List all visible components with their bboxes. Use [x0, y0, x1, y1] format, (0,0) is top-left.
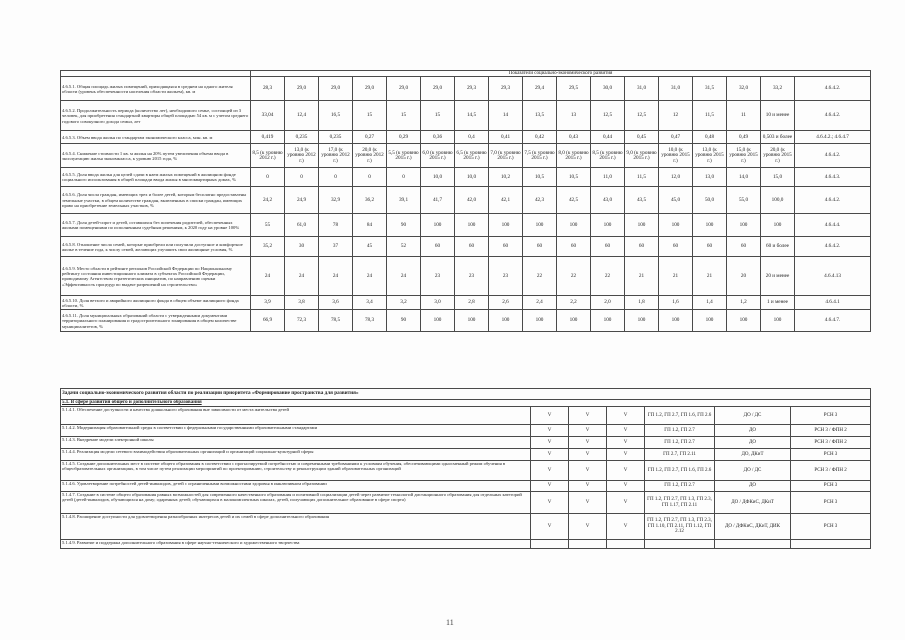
indicator-value: 100 [489, 310, 523, 332]
indicator-value: 29,0 [319, 77, 353, 101]
indicator-value: 0,29 [387, 131, 421, 144]
task-gp [645, 540, 715, 549]
indicator-value: 12,5 [591, 101, 625, 131]
indicator-value: 8,5 (к уровню 2015 г.) [591, 144, 625, 168]
task-gp: ГП 1.2, ГП 2.7, ГП 1.3, ГП 2.3, ГП 1.10, ГП 2.11, ГП 1.12, ГП 2.12 [645, 514, 715, 540]
indicator-value: 55,0 [727, 187, 761, 214]
indicator-code: 4.6.4.7. [795, 310, 871, 332]
indicator-row [61, 77, 871, 101]
indicator-value: 0,235 [285, 131, 319, 144]
indicator-name: 4.6.5.9. Место области в рейтинге регионов Российской Федерации по Национальному рейтингу состояния инвестиционного климата в субъектах Российской Федерации, проводимому Агентством стратегических инициатив, по направлению оценки «Эффективность процедур по выдаче разрешений на строительство» [61, 257, 251, 296]
task-type: ДО [715, 437, 791, 449]
indicator-value: 21 [625, 257, 659, 296]
indicator-value: 100 [523, 310, 557, 332]
indicator-value: 0,36 [421, 131, 455, 144]
indicator-value: 100 [625, 310, 659, 332]
indicator-value: 29,3 [489, 77, 523, 101]
indicator-value: 41,7 [421, 187, 455, 214]
indicator-value: 60 [625, 237, 659, 257]
section-title: Задачи социально-экономического развития области по реализации приоритета «Формирование пространства для развития» [61, 389, 871, 400]
indicator-value: 28,3 [251, 77, 285, 101]
task-resp: РСН 3 [791, 481, 871, 492]
indicator-value: 100 [761, 214, 795, 237]
indicator-value: 1,8 [625, 296, 659, 310]
indicator-code: 4.6.4.2. [795, 237, 871, 257]
indicator-value: 30,0 [591, 77, 625, 101]
indicator-value: 14,0 [727, 168, 761, 187]
indicator-code: 4.6.4.2. [795, 144, 871, 168]
task-type: ДО / ДС [715, 407, 791, 425]
task-v1: V [531, 481, 569, 492]
indicator-value: 39,1 [387, 187, 421, 214]
indicator-value: 2,2 [557, 296, 591, 310]
indicator-row [61, 237, 871, 257]
indicator-row [61, 187, 871, 214]
indicator-value: 0,41 [489, 131, 523, 144]
indicator-value: 5,5 (к уровню 2015 г.) [387, 144, 421, 168]
indicator-value: 13,5 [523, 101, 557, 131]
indicator-value: 0,42 [523, 131, 557, 144]
indicator-value: 15 [353, 101, 387, 131]
indicator-value: 0,48 [693, 131, 727, 144]
indicator-value: 14 [489, 101, 523, 131]
indicator-value: 36,2 [353, 187, 387, 214]
task-name: 5.1.4.2. Модернизация образовательной среды в соответствии с федеральными государственными образовательными стандартами [61, 425, 531, 437]
indicator-value: 23 [489, 257, 523, 296]
indicator-value: 24 [387, 257, 421, 296]
task-resp [791, 540, 871, 549]
indicator-value: 22 [591, 257, 625, 296]
task-v2: V [569, 407, 607, 425]
indicator-value: 30 [285, 237, 319, 257]
task-resp: РСН 3 / ФПН 2 [791, 437, 871, 449]
indicator-value: 31,0 [659, 77, 693, 101]
indicator-value: 29,4 [523, 77, 557, 101]
indicator-value: 29,0 [387, 77, 421, 101]
indicator-value: 60 [727, 237, 761, 257]
task-v1: V [531, 514, 569, 540]
indicator-value: 21 [659, 257, 693, 296]
indicator-value: 100 [591, 214, 625, 237]
indicator-value: 24,9 [285, 187, 319, 214]
task-row [61, 407, 871, 425]
indicator-value: 12,5 [625, 101, 659, 131]
indicator-value: 60 [659, 237, 693, 257]
indicator-value: 6,0 (к уровню 2015 г.) [421, 144, 455, 168]
indicator-value: 29,3 [455, 77, 489, 101]
indicator-name: 4.6.5.7. Доля детей-сирот и детей, оставшихся без попечения родителей, обеспеченных жилыми помещениями по исполненным судебным решениям, к 2020 году на уровне 100% [61, 214, 251, 237]
task-row [61, 540, 871, 549]
indicator-value: 9,0 (к уровню 2015 г.) [625, 144, 659, 168]
indicator-value: 100 [455, 310, 489, 332]
indicator-value: 3,4 [353, 296, 387, 310]
indicator-value: 31,5 [693, 77, 727, 101]
indicator-value: 15,0 (к уровню 2015 г.) [727, 144, 761, 168]
indicator-value: 1,6 [659, 296, 693, 310]
indicator-value: 90 [387, 214, 421, 237]
indicator-value: 0 [319, 168, 353, 187]
indicator-value: 60 [523, 237, 557, 257]
indicator-code: 4.6.4.2. [795, 101, 871, 131]
indicator-value: 100 [761, 310, 795, 332]
indicator-value: 23 [421, 257, 455, 296]
subsection-title: 5.1. В сфере развития общего и дополнительного образования [61, 400, 871, 407]
page-number: 11 [446, 618, 454, 627]
indicator-value: 100 [591, 310, 625, 332]
indicator-value: 20,0 (к уровню 2015 г.) [761, 144, 795, 168]
indicator-value: 0 [387, 168, 421, 187]
indicator-name: 4.6.5.8. Отношение числа семей, которые приобрели или получили доступное и комфортное жилье в течение года, к числу семей, желающих улучшить свои жилищные условия, % [61, 237, 251, 257]
indicator-value: 17,0 (к уровню 2012 г.) [319, 144, 353, 168]
task-v3 [607, 540, 645, 549]
indicator-value: 11 [727, 101, 761, 131]
indicator-name: 4.6.5.5. Доля ввода жилья для целей сдачи в наем жилых помещений в жилищном фонде социального использования в общей площади ввода жилья в многоквартирных домах, % [61, 168, 251, 187]
indicator-value: 15 [421, 101, 455, 131]
indicator-row [61, 131, 871, 144]
indicator-value: 11,5 [625, 168, 659, 187]
indicator-value: 33,2 [761, 77, 795, 101]
indicator-value: 11,0 [591, 168, 625, 187]
indicator-value: 0,47 [659, 131, 693, 144]
indicator-value: 7,0 (к уровню 2015 г.) [489, 144, 523, 168]
indicator-value: 10,5 [523, 168, 557, 187]
indicator-value: 60 [421, 237, 455, 257]
indicator-value: 0,49 [727, 131, 761, 144]
indicator-row [61, 310, 871, 332]
indicator-name: 4.6.5.2. Продолжительность периода (количество лет), необходимого семье, состоящей из 3 человек, для приобретения стандартной квартиры общей площадью 54 кв. м с учетом среднего годового совокупного дохода семьи, лет [61, 101, 251, 131]
indicator-value: 13,0 (к уровню 2012 г.) [285, 144, 319, 168]
indicator-value: 23 [455, 257, 489, 296]
indicator-value: 100 [557, 214, 591, 237]
task-resp: РСН 3 [791, 492, 871, 514]
indicator-value: 2,8 [455, 296, 489, 310]
indicator-value: 0,503 и более [761, 131, 795, 144]
task-resp: РСН 3 / ФПН 2 [791, 425, 871, 437]
indicator-value: 11,5 [693, 101, 727, 131]
task-name: 5.1.4.6. Удовлетворение потребностей детей-инвалидов, детей с ограниченными возможностями здоровья в инклюзивном образовании [61, 481, 531, 492]
task-gp: ГП 1.2, ГП 2.7, ГП 1.6, ГП 2.6 [645, 461, 715, 481]
indicator-name: 4.6.5.4. Снижение стоимости 1 кв. м жилья на 20% путем увеличения объема ввода в эксплуатацию жилья экономкласса, к уровню 2015 года, % [61, 144, 251, 168]
indicator-value: 0 [285, 168, 319, 187]
task-v1: V [531, 407, 569, 425]
task-resp: РСН 3 [791, 449, 871, 461]
task-row [61, 449, 871, 461]
indicator-value: 72,3 [285, 310, 319, 332]
indicator-value: 78,3 [353, 310, 387, 332]
indicator-value: 42,1 [489, 187, 523, 214]
indicator-value: 12,4 [285, 101, 319, 131]
task-v1: V [531, 461, 569, 481]
indicator-value: 0,45 [625, 131, 659, 144]
task-v2: V [569, 425, 607, 437]
task-resp: РСН 3 / ФПН 2 [791, 461, 871, 481]
task-row [61, 437, 871, 449]
indicator-value: 8,5 (к уровню 2012 г.) [251, 144, 285, 168]
indicator-value: 20,0 (к уровню 2012 г.) [353, 144, 387, 168]
indicator-name: 4.6.5.6. Доля числа граждан, имеющих трех и более детей, которым бесплатно предоставлены земельные участки, в общем количестве граждан, включенных в списки граждан, имеющих право на приобретение земельных участков, % [61, 187, 251, 214]
indicator-code: 4.6.4.13 [795, 257, 871, 296]
task-v2: V [569, 492, 607, 514]
task-type: ДО / ДФКиС, ДКиТ, ДИК [715, 514, 791, 540]
task-v3: V [607, 492, 645, 514]
indicator-value: 100 [625, 214, 659, 237]
indicator-value: 0,27 [353, 131, 387, 144]
indicators-table [60, 70, 871, 332]
indicator-value: 100 [693, 214, 727, 237]
indicator-value: 66,9 [251, 310, 285, 332]
indicator-value: 14,5 [455, 101, 489, 131]
task-v1: V [531, 437, 569, 449]
task-name: 5.1.4.4. Реализация модели сетевого взаимодействия образовательных организаций и организаций социально-культурной сферы [61, 449, 531, 461]
indicator-value: 100 [523, 214, 557, 237]
indicator-value: 15,0 [761, 168, 795, 187]
indicator-row [61, 144, 871, 168]
tasks-table [60, 388, 871, 549]
indicator-code: 4.6.4.2.; 4.6.4.7 [795, 131, 871, 144]
indicator-value: 3,0 [421, 296, 455, 310]
indicator-value: 12 [659, 101, 693, 131]
task-v3: V [607, 481, 645, 492]
indicator-row [61, 296, 871, 310]
task-row [61, 492, 871, 514]
indicator-value: 29,0 [285, 77, 319, 101]
indicator-value: 13 [557, 101, 591, 131]
indicator-row [61, 168, 871, 187]
indicator-value: 55 [251, 214, 285, 237]
task-v1: V [531, 449, 569, 461]
task-gp: ГП 1.2, ГП 2.7 [645, 437, 715, 449]
indicator-value: 50,0 [693, 187, 727, 214]
task-name: 5.1.4.3. Внедрение модели электронной школы [61, 437, 531, 449]
task-v3: V [607, 407, 645, 425]
indicator-value: 35,2 [251, 237, 285, 257]
indicator-value: 60 и более [761, 237, 795, 257]
task-v2: V [569, 461, 607, 481]
indicator-value: 6,5 (к уровню 2015 г.) [455, 144, 489, 168]
task-type [715, 540, 791, 549]
task-v1 [531, 540, 569, 549]
task-v2: V [569, 449, 607, 461]
indicator-name: 4.6.5.3. Объем ввода жилья по стандартам экономического класса, млн. кв. м [61, 131, 251, 144]
indicator-value: 22 [523, 257, 557, 296]
task-type: ДО / ДС [715, 461, 791, 481]
indicator-row [61, 214, 871, 237]
indicator-value: 13,0 (к уровню 2015 г.) [693, 144, 727, 168]
indicator-code: 4.6.4.3. [795, 168, 871, 187]
task-v2: V [569, 514, 607, 540]
indicator-value: 0,44 [591, 131, 625, 144]
indicator-value: 0,419 [251, 131, 285, 144]
indicator-value: 22 [557, 257, 591, 296]
indicator-name: 4.6.5.10. Доля ветхого и аварийного жилищного фонда в общем объеме жилищного фонда области, % [61, 296, 251, 310]
indicator-value: 1 и менее [761, 296, 795, 310]
indicator-value: 42,3 [523, 187, 557, 214]
indicator-value: 100 [693, 310, 727, 332]
indicator-value: 3,8 [285, 296, 319, 310]
task-resp: РСН 3 [791, 407, 871, 425]
indicator-value: 10,0 [421, 168, 455, 187]
indicator-value: 0 [353, 168, 387, 187]
indicator-value: 45,0 [659, 187, 693, 214]
indicator-value: 1,4 [693, 296, 727, 310]
task-v3: V [607, 449, 645, 461]
indicator-value: 100 [421, 310, 455, 332]
indicator-value: 24 [319, 257, 353, 296]
indicator-value: 2,6 [489, 296, 523, 310]
indicator-value: 3,9 [251, 296, 285, 310]
task-v3: V [607, 425, 645, 437]
indicator-value: 43,0 [591, 187, 625, 214]
task-row [61, 514, 871, 540]
indicator-value: 100 [489, 214, 523, 237]
indicator-value: 24 [285, 257, 319, 296]
indicator-value: 100,0 [761, 187, 795, 214]
indicator-value: 24,2 [251, 187, 285, 214]
task-name: 5.1.4.9. Развитие и поддержка дополнительного образования в сфере научно-технического и художественного творчества [61, 540, 531, 549]
indicator-name: 4.6.5.11. Доля муниципальных образований области с утвержденными документами территориального планирования и градостроительного зонирования в общем количестве муниципалитетов, % [61, 310, 251, 332]
task-gp: ГП 1.2, ГП 2.7 [645, 425, 715, 437]
task-type: ДО [715, 481, 791, 492]
indicator-value: 84 [353, 214, 387, 237]
task-type: ДО [715, 425, 791, 437]
indicator-value: 3,6 [319, 296, 353, 310]
indicator-value: 7,5 (к уровню 2015 г.) [523, 144, 557, 168]
indicator-value: 42,0 [455, 187, 489, 214]
indicator-value: 100 [727, 214, 761, 237]
indicator-value: 21 [693, 257, 727, 296]
indicator-value: 10,0 (к уровню 2015 г.) [659, 144, 693, 168]
task-v2: V [569, 437, 607, 449]
indicator-value: 2,0 [591, 296, 625, 310]
indicator-value: 100 [659, 310, 693, 332]
indicator-code: 4.6.4.4. [795, 214, 871, 237]
indicator-value: 1,2 [727, 296, 761, 310]
indicator-value: 0,235 [319, 131, 353, 144]
task-v1: V [531, 492, 569, 514]
indicator-value: 20 [727, 257, 761, 296]
task-name: 5.1.4.1. Обеспечение доступности и качества дошкольного образования вне зависимости от места жительства детей [61, 407, 531, 425]
task-name: 5.1.4.7. Создание в системе общего образования равных возможностей для современного качественного образования и позитивной социализации детей через развитие технологий дистанционного образования для отдельных категорий детей (детей-инвалидов, обучающихся на дому; одаренных детей; обучающихся в малокомплектных школах, детей, получающих дополнительное образование в сфере спорта) [61, 492, 531, 514]
indicator-value: 45 [353, 237, 387, 257]
indicator-value: 10,2 [489, 168, 523, 187]
indicator-value: 10 и менее [761, 101, 795, 131]
indicator-value: 15 [387, 101, 421, 131]
indicator-value: 8,0 (к уровню 2015 г.) [557, 144, 591, 168]
indicator-value: 24 [251, 257, 285, 296]
task-name: 5.1.4.8. Расширение доступности для удовлетворения разнообразных интересов детей и их семей в сфере дополнительного образования [61, 514, 531, 540]
indicator-value: 29,5 [557, 77, 591, 101]
indicator-value: 24 [353, 257, 387, 296]
indicator-value: 0 [251, 168, 285, 187]
task-v2 [569, 540, 607, 549]
indicator-value: 78 [319, 214, 353, 237]
task-v3: V [607, 461, 645, 481]
indicator-value: 60 [489, 237, 523, 257]
task-gp: ГП 1.2, ГП 2.7, ГП 1.3, ГП 2.3, ГП 1.17, ГП 2.11 [645, 492, 715, 514]
indicator-value: 32,0 [727, 77, 761, 101]
indicator-value: 100 [421, 214, 455, 237]
task-v2: V [569, 481, 607, 492]
indicator-value: 33,04 [251, 101, 285, 131]
task-type: ДО, ДКиТ [715, 449, 791, 461]
indicator-value: 32,9 [319, 187, 353, 214]
indicator-value: 100 [727, 310, 761, 332]
indicator-value: 100 [455, 214, 489, 237]
indicator-value: 100 [659, 214, 693, 237]
indicator-value: 3,2 [387, 296, 421, 310]
task-gp: ГП 1.2, ГП 2.7 [645, 481, 715, 492]
indicator-value: 60 [693, 237, 727, 257]
indicator-value: 60 [455, 237, 489, 257]
task-gp: ГП 1.2, ГП 2.7, ГП 1.6, ГП 2.6 [645, 407, 715, 425]
task-gp: ГП 2.7, ГП 2.11 [645, 449, 715, 461]
indicator-row [61, 257, 871, 296]
indicator-row [61, 101, 871, 131]
indicator-value: 29,0 [421, 77, 455, 101]
indicator-value: 37 [319, 237, 353, 257]
indicator-code: 4.6.4.1 [795, 296, 871, 310]
task-v1: V [531, 425, 569, 437]
task-row [61, 481, 871, 492]
indicator-value: 0,43 [557, 131, 591, 144]
task-v3: V [607, 437, 645, 449]
indicator-value: 10,5 [557, 168, 591, 187]
indicator-value: 100 [557, 310, 591, 332]
indicator-code: 4.6.4.2. [795, 77, 871, 101]
indicator-value: 42,5 [557, 187, 591, 214]
indicator-code: 4.6.4.2. [795, 187, 871, 214]
indicator-value: 90 [387, 310, 421, 332]
indicator-value: 52 [387, 237, 421, 257]
indicator-value: 78,5 [319, 310, 353, 332]
task-row [61, 425, 871, 437]
indicator-value: 16,5 [319, 101, 353, 131]
indicator-name: 4.6.5.1. Общая площадь жилых помещений, приходящаяся в среднем на одного жителя области (уровень обеспеченности населения области жильем), кв. м [61, 77, 251, 101]
indicator-value: 60 [557, 237, 591, 257]
indicator-value: 2,4 [523, 296, 557, 310]
indicator-value: 43,5 [625, 187, 659, 214]
indicator-value: 60 [591, 237, 625, 257]
task-row [61, 461, 871, 481]
indicator-value: 29,0 [353, 77, 387, 101]
indicator-value: 61,0 [285, 214, 319, 237]
task-resp: РСН 3 [791, 514, 871, 540]
indicator-value: 20 и менее [761, 257, 795, 296]
indicator-value: 10,0 [455, 168, 489, 187]
indicator-value: 0,4 [455, 131, 489, 144]
indicator-value: 31,0 [625, 77, 659, 101]
task-name: 5.1.4.5. Создание дополнительных мест в системе общего образования в соответствии с прогнозируемой потребностью и современными требованиями к условиям обучения, обеспечивающими односменный режим обучения в общеобразовательных организациях, в том числе путем реализации мероприятий по проектированию, строительству и реконструкции зданий образовательных организаций [61, 461, 531, 481]
indicators-header: Показатели социально-экономического развития [251, 71, 871, 77]
task-type: ДО / ДФКиС, ДКиТ [715, 492, 791, 514]
task-v3: V [607, 514, 645, 540]
indicator-value: 13,0 [693, 168, 727, 187]
indicator-value: 12,0 [659, 168, 693, 187]
